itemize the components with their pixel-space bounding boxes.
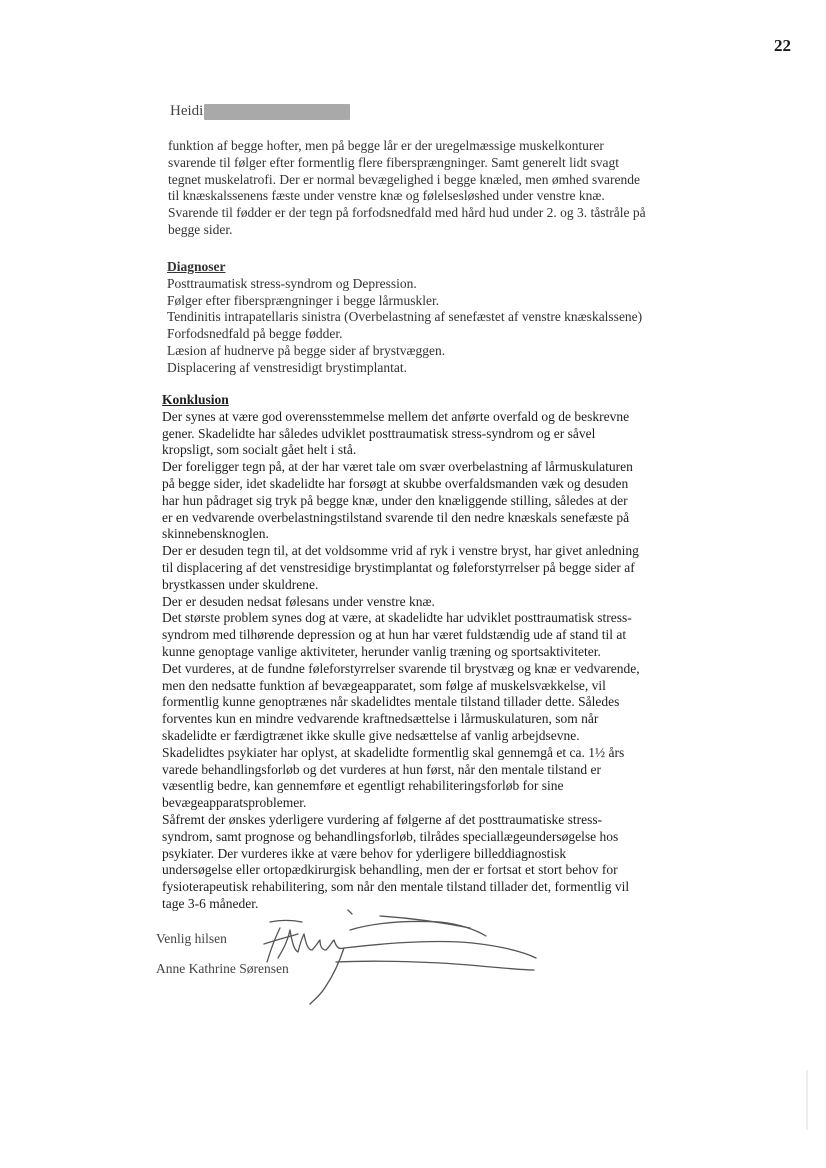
text-line: formentlig kunne genoptrænes når skadelidtes mentale tilstand tillader dette. Således bbox=[162, 694, 620, 710]
text-line: fysioterapeutisk rehabilitering, som når den mentale tilstand tillader det, formentlig vil bbox=[162, 879, 630, 895]
text-line: kropsligt, som socialt gået helt i stå. bbox=[162, 442, 357, 458]
text-line: syndrom med tilhørende depression og at hun har været fuldstændig ude af stand til at bbox=[162, 627, 627, 643]
patient-name-header bbox=[170, 103, 350, 120]
text-line: på begge sider, idet skadelidte har forsøgt at skubbe overfaldsmanden væk og desuden bbox=[162, 475, 629, 491]
text-line: svarende til følger efter formentlig flere fibersprængninger. Samt generelt lidt svagt bbox=[168, 154, 619, 170]
text-line: Der synes at være god overensstemmelse mellem det anførte overfald og de beskrevne bbox=[162, 408, 630, 424]
text-line: Såfremt der ønskes yderligere vurdering af følgerne af det posttraumatiske stress- bbox=[162, 811, 603, 827]
page-number: 22 bbox=[774, 36, 791, 55]
patient-first-name: Heidi bbox=[170, 103, 204, 119]
text-line: har hun pådraget sig tryk på begge knæ, under den knæliggende stilling, således at der bbox=[162, 492, 628, 508]
redacted-surname bbox=[204, 104, 350, 120]
text-line: tegnet muskelatrofi. Der er normal bevægelighed i begge knæled, men ømhed svarende bbox=[168, 171, 640, 187]
diagnosis-item: Tendinitis intrapatellaris sinistra (Overbelastning af senefæstet af venstre knæskalssene) bbox=[167, 309, 643, 325]
text-line: væsentlig bedre, kan gennemføre et egentligt rehabiliteringsforløb for sine bbox=[162, 778, 564, 794]
text-line: Der er desuden tegn til, at det voldsomme vrid af ryk i venstre bryst, har givet anledning bbox=[162, 543, 639, 559]
text-line: kunne genoptage vanlige aktiviteter, herunder vanlig træning og sportsaktiviteter. bbox=[162, 643, 601, 659]
diagnosis-item: Følger efter fibersprængninger i begge lårmuskler. bbox=[167, 292, 440, 308]
text-line: Det vurderes, at de fundne føleforstyrrelser svarende til brystvæg og knæ er vedvarende, bbox=[162, 660, 640, 676]
text-line: men den nedsatte funktion af bevægeapparatet, som følge af muskelsvækkelse, vil bbox=[162, 677, 606, 693]
signer-name: Anne Kathrine Sørensen bbox=[156, 961, 289, 976]
text-line: er en vedvarende overbelastningstilstand svarende til den nedre knæskals senefæste på bbox=[162, 509, 630, 525]
text-line: gener. Skadelidte har således udviklet posttraumatisk stress-syndrom og er såvel bbox=[162, 425, 596, 441]
text-line: syndrom, samt prognose og behandlingsforløb, tilrådes speciallægeundersøgelse hos bbox=[162, 828, 619, 844]
diagnosis-item: Læsion af hudnerve på begge sider af brystvæggen. bbox=[167, 342, 446, 358]
text-line: Det største problem synes dog at være, at skadelidte har udviklet posttraumatisk stress- bbox=[162, 610, 632, 626]
text-line: funktion af begge hofter, men på begge lår er der uregelmæssige muskelkonturer bbox=[168, 138, 604, 153]
text-line: undersøgelse eller ortopædkirurgisk behandling, men der er fortsat et stort behov for bbox=[162, 862, 618, 878]
text-line: bevægeapparatsproblemer. bbox=[162, 795, 307, 811]
text-line: psykiater. Der vurderes ikke at være behov for yderligere billeddiagnostisk bbox=[162, 845, 567, 861]
examination-findings bbox=[168, 138, 708, 239]
diagnosis-item: Forfodsnedfald på begge fødder. bbox=[167, 326, 343, 342]
text-line: tage 3-6 måneder. bbox=[162, 895, 259, 911]
text-line: skinnebensknoglen. bbox=[162, 526, 269, 542]
text-line: brystkassen under skuldrene. bbox=[162, 576, 319, 592]
text-line: til displacering af det venstresidige brystimplantat og føleforstyrrelser på begge sider af bbox=[162, 559, 635, 575]
diagnoses-heading: Diagnoser bbox=[167, 259, 226, 274]
text-line: Skadelidtes psykiater har oplyst, at skadelidte formentlig skal gennemgå et ca. 1½ års bbox=[162, 744, 625, 760]
text-line: Der er desuden nedsat følesans under venstre knæ. bbox=[162, 593, 435, 609]
text-line: begge sider. bbox=[168, 221, 233, 237]
text-line: varede behandlingsforløb og det vurderes at hun først, når den mentale tilstand er bbox=[162, 761, 601, 777]
diagnosis-item: Displacering af venstresidigt brystimplantat. bbox=[167, 359, 407, 375]
diagnoses-section bbox=[167, 259, 707, 377]
scan-edge-artifact bbox=[806, 1070, 808, 1130]
text-line: forventes kun en mindre vedvarende kraftnedsættelse i lårmuskulaturen, som når bbox=[162, 711, 599, 727]
handwritten-signature bbox=[240, 900, 540, 1010]
conclusion-section bbox=[162, 392, 702, 913]
text-line: til knæskalssenens fæste under venstre knæ og følelsesløshed under venstre knæ. bbox=[168, 188, 605, 204]
text-line: Svarende til fødder er der tegn på forfodsnedfald med hård hud under 2. og 3. tåstråle på bbox=[168, 205, 646, 221]
text-line: skadelidte er færdigtrænet ikke skulle give nedsættelse af vanlig arbejdsevne. bbox=[162, 727, 580, 743]
diagnosis-item: Posttraumatisk stress-syndrom og Depression. bbox=[167, 275, 417, 291]
conclusion-heading: Konklusion bbox=[162, 392, 229, 407]
text-line: Der foreligger tegn på, at der har været tale om svær overbelastning af lårmuskulaturen bbox=[162, 459, 633, 475]
greeting: Venlig hilsen bbox=[156, 931, 227, 946]
